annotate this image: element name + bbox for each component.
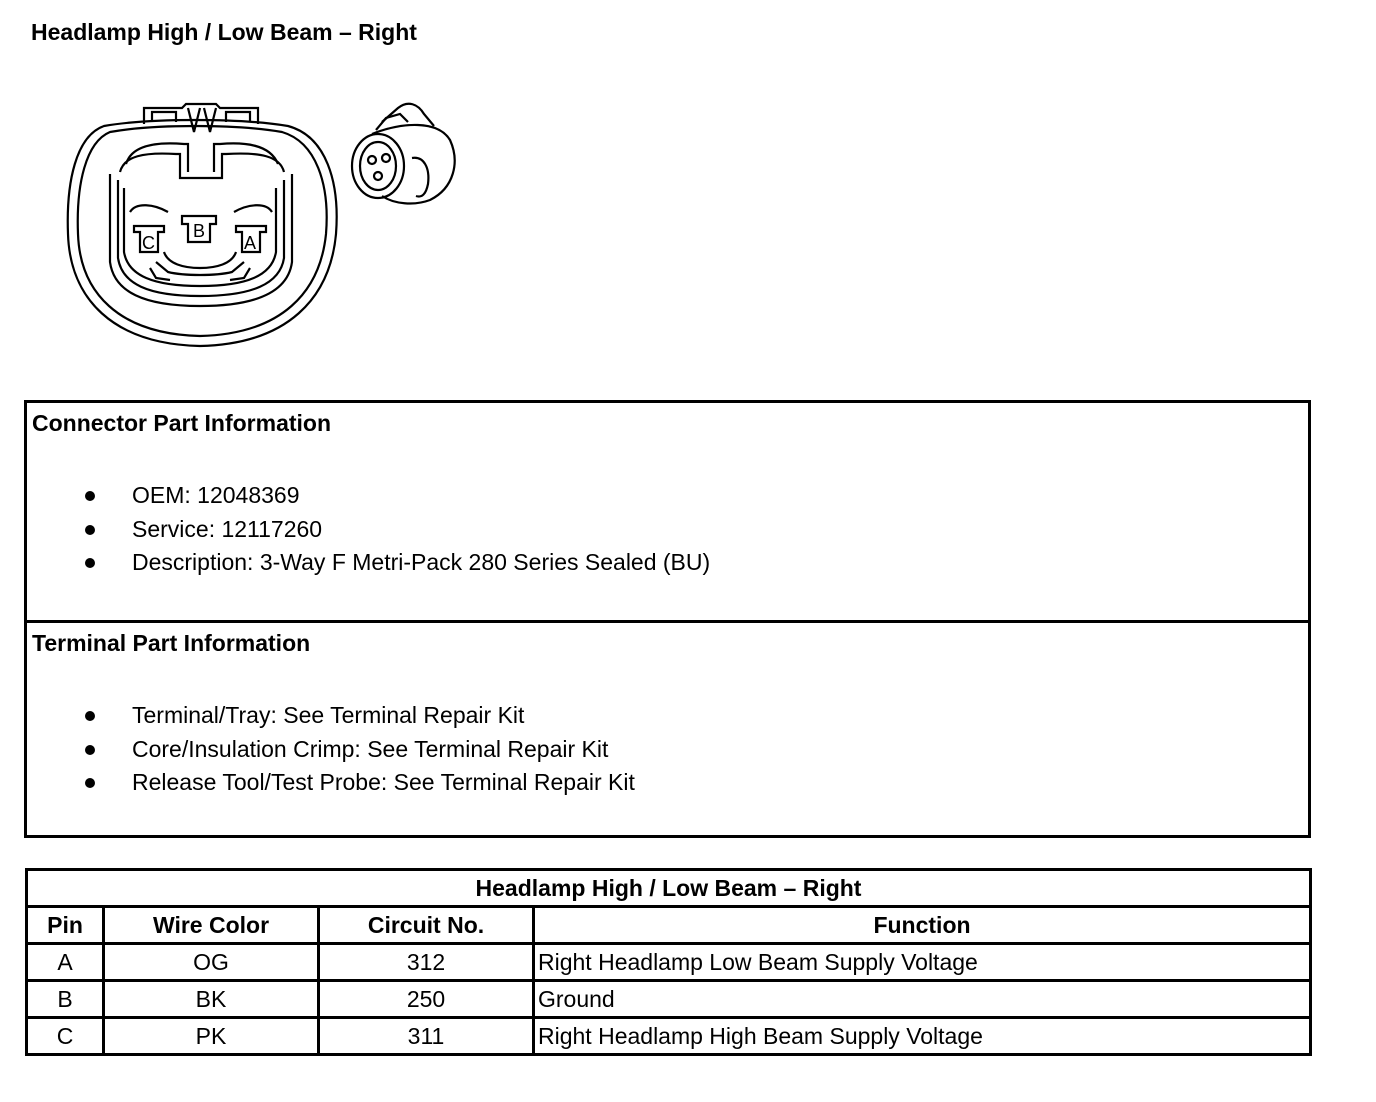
bullet-icon [85, 558, 95, 568]
column-header-wire-color: Wire Color [104, 907, 319, 944]
pinout-table [25, 868, 1312, 1056]
bullet-icon [85, 745, 95, 755]
column-header-pin: Pin [27, 907, 104, 944]
terminal-part-information: Terminal Part Information Terminal/Tray: See Terminal Repair Kit Core/Insulation Crimp: See Terminal Repair Kit Release Tool/Test Probe: See Terminal Repair Kit [27, 620, 1308, 838]
connector-illustration [64, 92, 464, 354]
pin-cell: A [27, 944, 104, 981]
pin-cell: C [27, 1018, 104, 1055]
function-cell: Right Headlamp High Beam Supply Voltage [534, 1018, 1311, 1055]
pin-cell: B [27, 981, 104, 1018]
column-header-function: Function [534, 907, 1311, 944]
section-title: Connector Part Information [32, 410, 332, 436]
function-cell: Ground [534, 981, 1311, 1018]
cavity-label-a: A [244, 233, 257, 253]
cavity-label-c: C [142, 233, 155, 253]
column-header-circuit-no: Circuit No. [319, 907, 534, 944]
table-caption: Headlamp High / Low Beam – Right [27, 870, 1311, 907]
bullet-icon [85, 525, 95, 535]
table-row [27, 1018, 1311, 1055]
table-header-row [27, 907, 1311, 944]
table-caption-row [27, 870, 1311, 907]
circuit-no-cell: 312 [319, 944, 534, 981]
connector-isometric-drawing [352, 104, 455, 204]
bullet-icon [85, 491, 95, 501]
function-cell: Right Headlamp Low Beam Supply Voltage [534, 944, 1311, 981]
bullet-icon [85, 711, 95, 721]
page-title: Headlamp High / Low Beam – Right [31, 19, 417, 45]
part-information-box [24, 400, 1311, 838]
wire-color-cell: PK [104, 1018, 319, 1055]
circuit-no-cell: 250 [319, 981, 534, 1018]
wire-color-cell: OG [104, 944, 319, 981]
table-row [27, 981, 1311, 1018]
table-row [27, 944, 1311, 981]
connector-part-information: Connector Part Information OEM: 12048369 Service: 12117260 Description: 3-Way F Metri-Pack 280 Series Sealed (BU) [32, 410, 711, 575]
bullet-icon [85, 778, 95, 788]
circuit-no-cell: 311 [319, 1018, 534, 1055]
section-title: Terminal Part Information [32, 630, 311, 656]
wire-color-cell: BK [104, 981, 319, 1018]
cavity-label-b: B [193, 221, 206, 241]
